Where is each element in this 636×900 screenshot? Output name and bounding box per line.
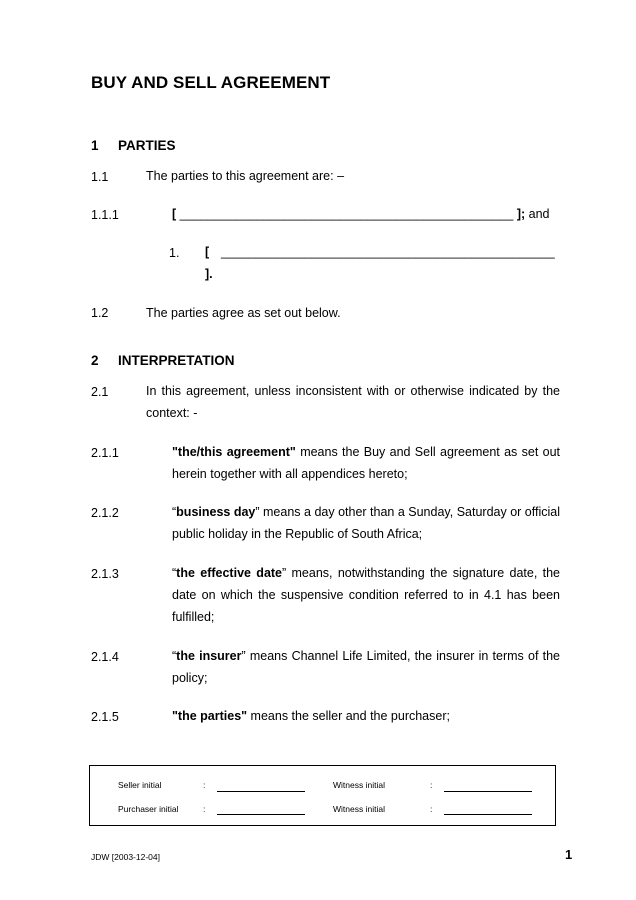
initials-box	[89, 765, 556, 826]
witness-2-initial-label: Witness initial	[333, 804, 385, 814]
clause-2-1-2-number: 2.1.2	[91, 506, 119, 520]
party-conjunction: and	[528, 207, 550, 221]
witness-2-initial-field[interactable]	[444, 814, 532, 815]
clause-2-1-5-number: 2.1.5	[91, 710, 119, 724]
clause-2-1-3-text: “the effective date” means, notwithstanding the signature date, the date on which the suspensive condition referred to in 4.1 has been fulfilled;	[172, 566, 561, 624]
clause-1-1-number: 1.1	[91, 170, 109, 184]
section-2-title: INTERPRETATION	[118, 353, 235, 368]
party-1-blank: ________________________________________________	[179, 207, 514, 221]
clause-2-1-1-number: 2.1.1	[91, 446, 119, 460]
defined-term: "the/this agreement"	[172, 445, 296, 459]
clause-1-1-1-number: 1.1.1	[91, 208, 119, 222]
clause-2-1-number: 2.1	[91, 385, 109, 399]
defined-term: "the parties"	[172, 709, 248, 723]
party-list-number: 1.	[169, 246, 180, 260]
clause-2-1-5-text: "the parties" means the seller and the purchaser;	[172, 709, 450, 723]
defined-term: the insurer	[176, 649, 242, 663]
party-2-blank: ________________________________________________	[221, 245, 555, 259]
witness-1-initial-colon: :	[430, 780, 433, 790]
party-2-bracket-open: [	[205, 245, 210, 259]
section-1-number: 1	[91, 138, 99, 153]
page-number: 1	[565, 847, 573, 862]
section-2-number: 2	[91, 353, 99, 368]
purchaser-initial-colon: :	[203, 804, 206, 814]
clause-1-2-text: The parties agree as set out below.	[146, 306, 341, 320]
purchaser-initial-field[interactable]	[217, 814, 305, 815]
seller-initial-colon: :	[203, 780, 206, 790]
clause-1-1-text: The parties to this agreement are: –	[146, 169, 345, 183]
party-2-bracket-close: ].	[205, 267, 213, 281]
section-1-title: PARTIES	[118, 138, 176, 153]
purchaser-initial-label: Purchaser initial	[118, 804, 179, 814]
clause-2-1-2-text: “business day” means a day other than a Sunday, Saturday or official public holiday in the Republic of South Africa;	[172, 505, 560, 541]
party-bracket-close: ];	[516, 207, 526, 221]
clause-1-1-1-line	[172, 203, 550, 225]
defined-term: the effective date	[176, 566, 283, 580]
witness-2-initial-colon: :	[430, 804, 433, 814]
clause-2-1-4-number: 2.1.4	[91, 650, 119, 664]
defined-term: business day	[176, 505, 256, 519]
clause-2-1-1-text: "the/this agreement" means the Buy and Sell agreement as set out herein together with all appendices hereto;	[172, 445, 560, 481]
witness-1-initial-label: Witness initial	[333, 780, 385, 790]
seller-initial-field[interactable]	[217, 791, 305, 792]
seller-initial-label: Seller initial	[118, 780, 162, 790]
clause-1-2-number: 1.2	[91, 306, 109, 320]
party-bracket-open: [	[172, 207, 177, 221]
clause-2-1-3-number: 2.1.3	[91, 567, 119, 581]
clause-2-1-4-text: “the insurer” means Channel Life Limited, the insurer in terms of the policy;	[172, 649, 560, 685]
footer-reference: JDW [2003-12-04]	[91, 852, 160, 862]
document-title: BUY AND SELL AGREEMENT	[91, 73, 331, 92]
witness-1-initial-field[interactable]	[444, 791, 532, 792]
clause-2-1-text: In this agreement, unless inconsistent with or otherwise indicated by the context: -	[146, 384, 560, 420]
